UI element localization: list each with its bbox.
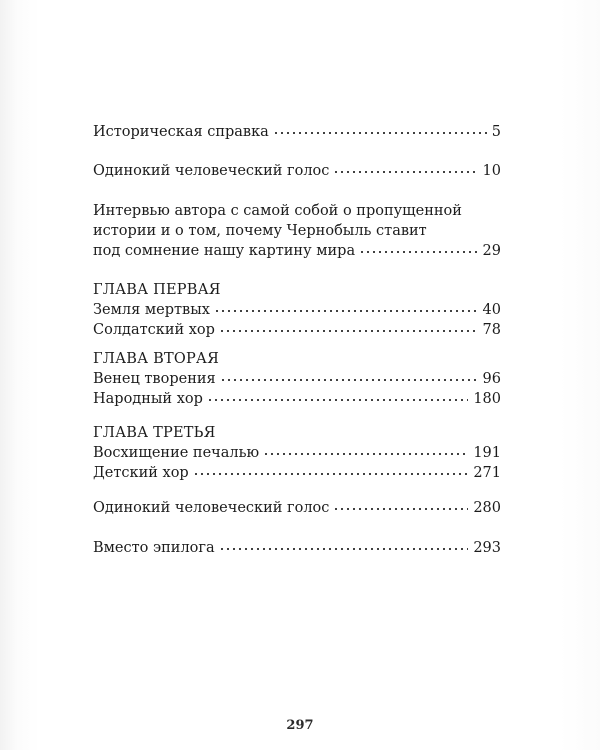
toc-entry-page: 29 (482, 243, 501, 259)
dot-leader (220, 378, 478, 382)
toc-entry-page: 96 (482, 371, 501, 387)
toc-entry (93, 538, 501, 558)
dot-leader (193, 472, 469, 476)
dot-leader (214, 309, 478, 313)
toc-entry-page: 191 (473, 445, 501, 461)
toc-entry-title: Одинокий человеческий голос (93, 500, 330, 516)
page-number: 297 (286, 718, 314, 733)
toc-entry-title: Восхищение печалью (93, 445, 260, 461)
toc-entry (93, 161, 501, 181)
toc-entry-page: 78 (482, 322, 501, 338)
chapter-heading: ГЛАВА ТРЕТЬЯ (93, 425, 216, 441)
dot-leader (219, 329, 478, 333)
toc-entry (93, 122, 501, 142)
dot-leader (263, 452, 468, 456)
dot-leader (333, 170, 477, 174)
toc-entry-title: Народный хор (93, 391, 203, 407)
toc-entry-page: 280 (473, 500, 501, 516)
dot-leader (359, 250, 477, 254)
chapter-section (93, 349, 501, 409)
dot-leader (219, 547, 469, 551)
toc-entry-title-line: истории и о том, почему Чернобыль ставит (93, 223, 427, 239)
toc-entry-page: 180 (473, 391, 501, 407)
dot-leader (273, 131, 487, 135)
chapter-heading: ГЛАВА ВТОРАЯ (93, 351, 219, 367)
toc-entry (93, 300, 501, 320)
toc-entry-page: 5 (491, 124, 501, 140)
toc-entry-page: 10 (482, 163, 501, 179)
toc-entry-page: 271 (473, 465, 501, 481)
dot-leader (333, 507, 468, 511)
toc-entry (93, 320, 501, 340)
toc-entry-title: Земля мертвых (93, 302, 210, 318)
dot-leader (207, 398, 468, 402)
chapter-section (93, 280, 501, 340)
toc-entry-title-line: Интервью автора с самой собой о пропущенной (93, 203, 462, 219)
toc-entry (93, 498, 501, 518)
toc-entry-multiline (93, 201, 501, 261)
toc-entry-title: Одинокий человеческий голос (93, 163, 330, 179)
toc-entry (93, 369, 501, 389)
toc-entry-page: 40 (482, 302, 501, 318)
chapter-heading: ГЛАВА ПЕРВАЯ (93, 282, 221, 298)
toc-entry-title: Солдатский хор (93, 322, 215, 338)
toc-entry-page: 293 (473, 540, 501, 556)
toc-entry-title: Детский хор (93, 465, 189, 481)
toc-entry-last-line (93, 241, 501, 261)
toc-entry (93, 463, 501, 483)
toc-entry-title: Венец творения (93, 371, 216, 387)
toc-entry-title: Вместо эпилога (93, 540, 215, 556)
chapter-section (93, 423, 501, 483)
toc-entry (93, 389, 501, 409)
toc-entry-title: Историческая справка (93, 124, 269, 140)
toc-entry-title-line: под сомнение нашу картину мира (93, 243, 356, 259)
toc-entry (93, 443, 501, 463)
